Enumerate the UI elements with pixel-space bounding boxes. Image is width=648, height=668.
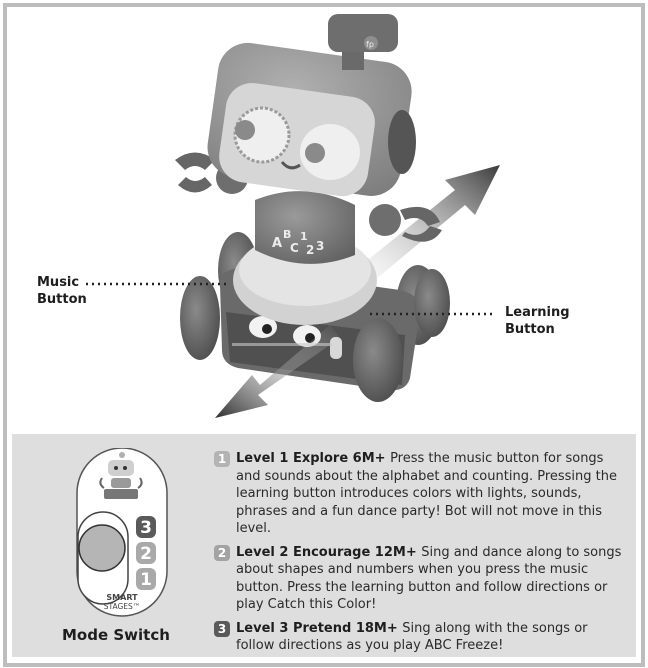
- svg-text:3: 3: [316, 239, 325, 253]
- level-item: [214, 620, 624, 655]
- level-number-badge: 3: [214, 621, 230, 637]
- smart-stages-logo-line2: STAGES™: [103, 602, 141, 611]
- level-number-badge: 2: [214, 545, 230, 561]
- chest-letters: A: [272, 236, 283, 251]
- level-title: Level 1 Explore 6M+: [236, 451, 391, 466]
- svg-text:2: 2: [306, 243, 315, 257]
- smart-stages-logo-line1: SMART: [106, 593, 138, 602]
- mode-position-3: 3: [140, 518, 152, 538]
- music-callout-line1: Music: [37, 275, 80, 290]
- svg-text:1: 1: [300, 230, 308, 243]
- level-description: Sing and dance along to songs about shapes and numbers when you press the music button. Press the learning button and follow directions or play Catch this Color!: [236, 544, 622, 612]
- learning-callout-line1: Learning: [505, 305, 570, 320]
- level-item: [214, 450, 624, 538]
- levels-list: [214, 450, 624, 661]
- level-number-badge: 1: [214, 451, 230, 467]
- level-title: Level 3 Pretend 18M+: [236, 620, 403, 636]
- level-description: Sing along with the songs or follow directions as you play ABC Freeze!: [236, 620, 588, 653]
- level-description: Press the music button for songs and sounds about the alphabet and counting. Pressing the learning button introduces colors with lights, sounds, phrases and a fun dance party! Bot will not move in this level.: [236, 451, 617, 536]
- svg-text:C: C: [290, 241, 299, 255]
- mode-switch-label: Mode Switch: [62, 626, 170, 644]
- music-callout-line2: Button: [37, 292, 87, 307]
- learning-button-callout: [505, 304, 570, 338]
- svg-text:B: B: [283, 228, 292, 241]
- mode-switch-knob: [79, 525, 125, 571]
- level-item: [214, 544, 624, 614]
- mode-position-1: 1: [140, 570, 152, 590]
- music-button-callout: [37, 274, 87, 308]
- mode-position-2: 2: [140, 544, 152, 564]
- brand-badge: fp: [366, 40, 374, 49]
- level-title: Level 2 Encourage 12M+: [236, 544, 422, 560]
- learning-callout-line2: Button: [505, 322, 555, 337]
